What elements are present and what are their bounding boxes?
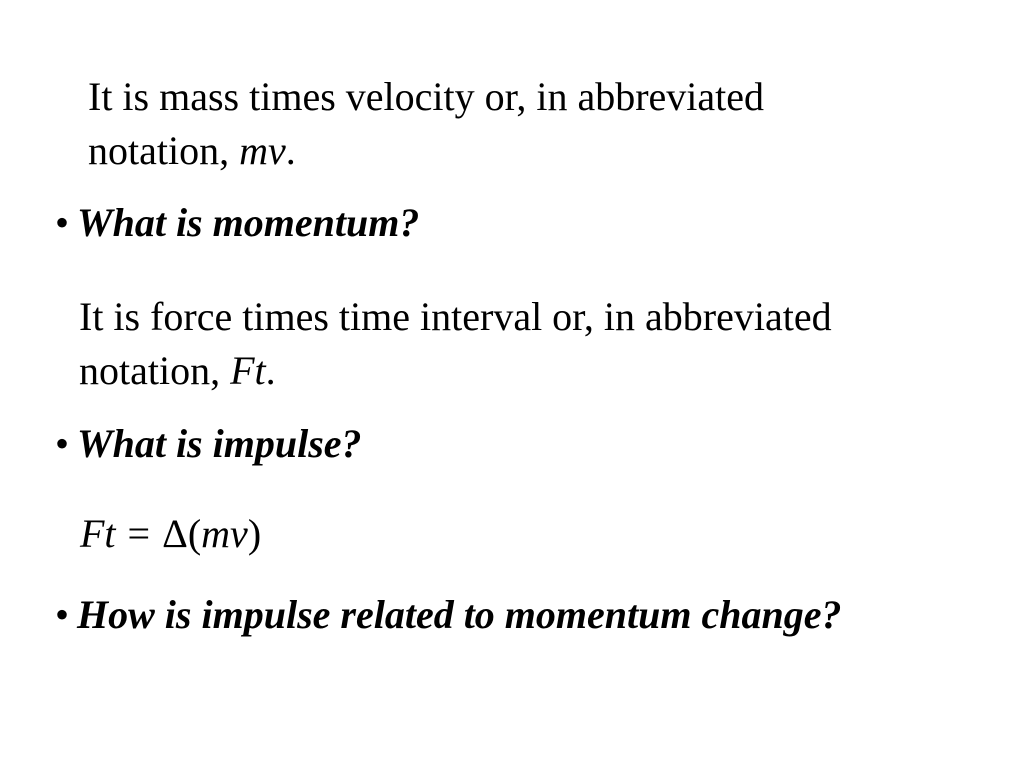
impulse-answer-line-2-prefix: notation, xyxy=(79,348,231,393)
equation-rhs: mv xyxy=(201,511,248,556)
relation-question-text: How is impulse related to momentum change? xyxy=(77,592,842,637)
impulse-answer-line-1: It is force times time interval or, in abbreviated xyxy=(79,294,832,339)
impulse-answer-line-2-suffix: . xyxy=(265,348,276,393)
impulse-answer xyxy=(79,290,832,398)
bullet-relation-question xyxy=(55,591,842,639)
impulse-question-text: What is impulse? xyxy=(77,421,362,466)
equation-lhs: Ft xyxy=(80,511,116,556)
momentum-answer-line-2-prefix: notation, xyxy=(88,128,240,173)
bullet-impulse-question xyxy=(55,420,362,468)
momentum-answer-line-1: It is mass times velocity or, in abbreviated xyxy=(88,74,765,119)
equation-close-paren: ) xyxy=(247,511,262,556)
bullet-dot-icon: • xyxy=(55,592,70,637)
bullet-dot-icon: • xyxy=(55,421,70,466)
impulse-momentum-equation xyxy=(80,510,261,558)
impulse-symbol: Ft xyxy=(230,348,266,393)
momentum-question-text: What is momentum? xyxy=(77,200,420,245)
equation-open-paren: ( xyxy=(187,511,202,556)
impulse-answer-line-2 xyxy=(79,344,832,398)
momentum-answer-line-2-suffix: . xyxy=(285,128,296,173)
bullet-momentum-question xyxy=(55,199,419,247)
equation-delta: Δ xyxy=(162,511,188,556)
equation-equals: = xyxy=(127,511,151,556)
momentum-symbol: mv xyxy=(239,128,286,173)
momentum-answer-line-2 xyxy=(88,124,764,178)
momentum-answer xyxy=(88,70,764,178)
bullet-dot-icon: • xyxy=(55,200,70,245)
